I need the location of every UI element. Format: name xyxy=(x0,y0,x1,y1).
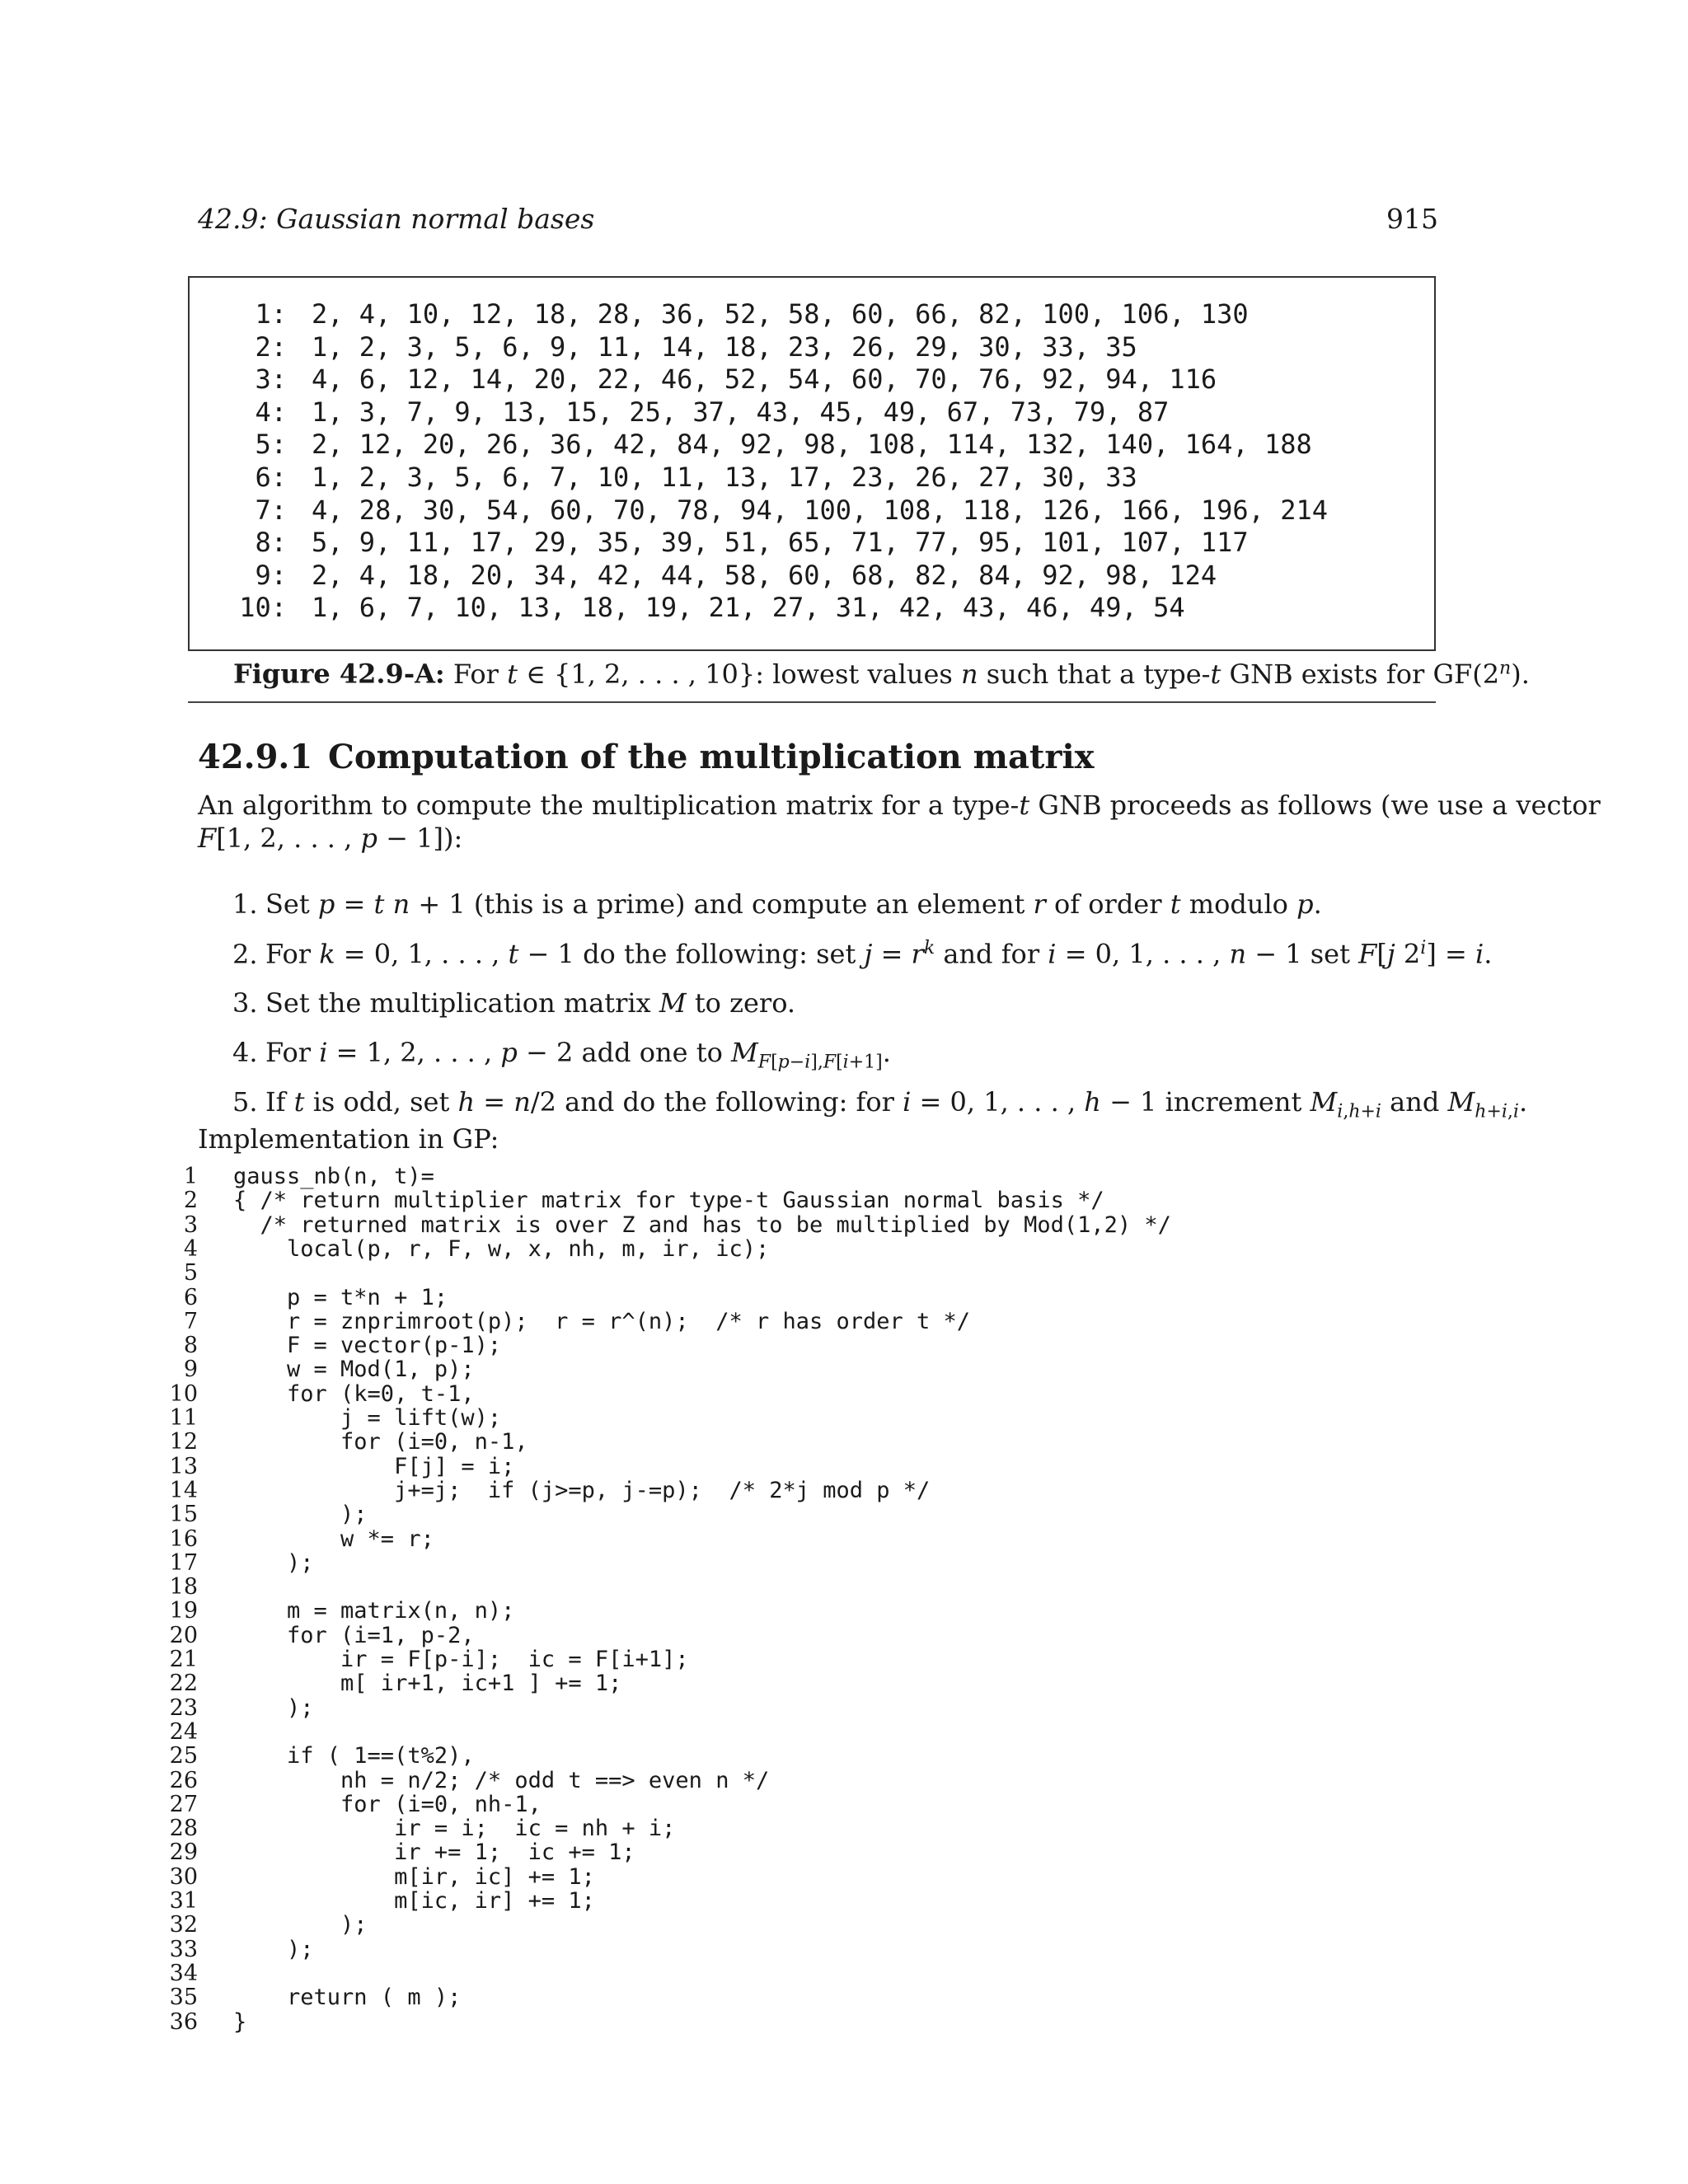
figure-row-values: 2, 4, 10, 12, 18, 28, 36, 52, 58, 60, 66, 82, 100, 106, 130 xyxy=(312,298,1249,330)
code-line-number: 34 xyxy=(169,1961,198,1986)
code-line-number: 21 xyxy=(169,1647,198,1672)
code-line: r = znprimroot(p); r = r^(n); /* r has order t */ xyxy=(233,1309,971,1334)
code-line-number: 24 xyxy=(169,1719,198,1745)
figure-caption-label: Figure 42.9-A: xyxy=(233,658,445,690)
algorithm-step-5: 5. If t is odd, set h = n/2 and do the following: for i = 0, 1, . . . , h − 1 increment $M_{i,h+i}$ and $M_{h+i,i}$. xyxy=(232,1086,1528,1122)
code-line-number: 26 xyxy=(169,1768,198,1793)
code-line-number: 35 xyxy=(169,1985,198,2010)
code-line-number: 9 xyxy=(183,1357,198,1382)
figure-row-index: 9: xyxy=(255,560,287,591)
code-line: F = vector(p-1); xyxy=(233,1333,502,1358)
code-line-number: 7 xyxy=(183,1309,198,1334)
code-line: ); xyxy=(233,1502,368,1527)
code-line-number: 3 xyxy=(183,1212,198,1238)
code-line-number: 32 xyxy=(169,1912,198,1938)
code-line: } xyxy=(233,2009,247,2035)
code-line: /* returned matrix is over Z and has to be multiplied by Mod(1,2) */ xyxy=(233,1212,1171,1238)
code-line-number: 1 xyxy=(183,1164,198,1189)
figure-row-index: 10: xyxy=(239,592,287,623)
code-line: ir += 1; ic += 1; xyxy=(233,1840,635,1865)
figure-row-index: 6: xyxy=(255,462,287,493)
code-line: ); xyxy=(233,1550,314,1576)
code-line: m[ ir+1, ic+1 ] += 1; xyxy=(233,1671,622,1696)
figure-row-values: 2, 12, 20, 26, 36, 42, 84, 92, 98, 108, 114, 132, 140, 164, 188 xyxy=(312,429,1312,460)
algorithm-step-3: 3. Set the multiplication matrix M to zero. xyxy=(232,987,796,1019)
code-line-number: 10 xyxy=(169,1381,198,1407)
code-line: w *= r; xyxy=(233,1526,434,1552)
figure-row-values: 5, 9, 11, 17, 29, 35, 39, 51, 65, 71, 77, 95, 101, 107, 117 xyxy=(312,527,1249,558)
code-line-number: 36 xyxy=(169,2009,198,2035)
code-line: m[ic, ir] += 1; xyxy=(233,1888,595,1914)
code-line-number: 22 xyxy=(169,1671,198,1696)
code-line: p = t*n + 1; xyxy=(233,1285,448,1310)
code-line: gauss_nb(n, t)= xyxy=(233,1164,434,1189)
code-line-number: 33 xyxy=(169,1937,198,1962)
figure-row-index: 7: xyxy=(255,494,287,526)
intro-line-2: F[1, 2, . . . , p − 1]): xyxy=(198,823,463,854)
intro-line-1: An algorithm to compute the multiplication matrix for a type-t GNB proceeds as follows (we use a vector xyxy=(198,790,1601,821)
figure-caption xyxy=(233,658,1530,690)
code-line: j+=j; if (j>=p, j-=p); /* 2*j mod p */ xyxy=(233,1478,931,1503)
code-line-number: 17 xyxy=(169,1550,198,1576)
figure-row-index: 1: xyxy=(255,298,287,330)
code-line: local(p, r, F, w, x, nh, m, ir, ic); xyxy=(233,1236,770,1262)
code-line: for (i=0, n-1, xyxy=(233,1429,528,1455)
code-line-number: 18 xyxy=(169,1574,198,1600)
code-line: m = matrix(n, n); xyxy=(233,1598,515,1624)
page-number: 915 xyxy=(1386,203,1438,235)
caption-divider xyxy=(188,701,1436,703)
code-line: ir = i; ic = nh + i; xyxy=(233,1816,676,1841)
figure-row-values: 1, 3, 7, 9, 13, 15, 25, 37, 43, 45, 49, 67, 73, 79, 87 xyxy=(312,396,1170,428)
figure-row-index: 3: xyxy=(255,363,287,395)
code-line-number: 23 xyxy=(169,1695,198,1721)
code-line: nh = n/2; /* odd t ==> even n */ xyxy=(233,1768,770,1793)
code-line-number: 15 xyxy=(169,1502,198,1527)
code-line: m[ir, ic] += 1; xyxy=(233,1864,595,1890)
code-line: ); xyxy=(233,1912,368,1938)
figure-row-values: 1, 2, 3, 5, 6, 9, 11, 14, 18, 23, 26, 29, 30, 33, 35 xyxy=(312,331,1137,363)
code-line-number: 29 xyxy=(169,1840,198,1865)
code-line-number: 6 xyxy=(183,1285,198,1310)
code-line: return ( m ); xyxy=(233,1985,462,2010)
code-line-number: 5 xyxy=(183,1260,198,1286)
code-line: { /* return multiplier matrix for type-t Gaussian normal basis */ xyxy=(233,1188,1104,1213)
code-line-number: 28 xyxy=(169,1816,198,1841)
code-line-number: 16 xyxy=(169,1526,198,1552)
code-line-number: 25 xyxy=(169,1743,198,1769)
figure-row-index: 8: xyxy=(255,527,287,558)
figure-row-index: 4: xyxy=(255,396,287,428)
code-line-number: 12 xyxy=(169,1429,198,1455)
figure-row-index: 5: xyxy=(255,429,287,460)
code-line: w = Mod(1, p); xyxy=(233,1357,475,1382)
code-line-number: 11 xyxy=(169,1405,198,1431)
algorithm-step-1: 1. Set p = t n + 1 (this is a prime) and compute an element r of order t modulo p. xyxy=(232,888,1322,920)
code-line: for (i=0, nh-1, xyxy=(233,1792,542,1817)
figure-row-index: 2: xyxy=(255,331,287,363)
code-line-number: 20 xyxy=(169,1623,198,1648)
code-line-number: 27 xyxy=(169,1792,198,1817)
algorithm-step-4: 4. For i = 1, 2, . . . , p − 2 add one to $M_{F[p-i],F[i+1]}$. xyxy=(232,1037,891,1073)
algorithm-step-2: 2. For k = 0, 1, . . . , t − 1 do the following: set $j = r^k$ and for i = 0, 1, . . . , n − 1 set F[j $2^i] = i$. xyxy=(232,938,1493,970)
running-head: 42.9: Gaussian normal bases xyxy=(198,203,595,235)
code-line-number: 14 xyxy=(169,1478,198,1503)
code-line: for (k=0, t-1, xyxy=(233,1381,475,1407)
code-line: ir = F[p-i]; ic = F[i+1]; xyxy=(233,1647,689,1672)
code-line-number: 31 xyxy=(169,1888,198,1914)
figure-caption-text: For t ∈ {1, 2, . . . , 10}: lowest values n such that a type-t GNB exists for GF(2$^n$). xyxy=(452,658,1530,690)
figure-row-values: 4, 6, 12, 14, 20, 22, 46, 52, 54, 60, 70, 76, 92, 94, 116 xyxy=(312,363,1217,395)
section-heading xyxy=(198,738,1095,776)
code-line: if ( 1==(t%2), xyxy=(233,1743,475,1769)
code-line: j = lift(w); xyxy=(233,1405,502,1431)
figure-row-values: 1, 2, 3, 5, 6, 7, 10, 11, 13, 17, 23, 26, 27, 30, 33 xyxy=(312,462,1137,493)
code-line: F[j] = i; xyxy=(233,1454,515,1479)
figure-row-values: 4, 28, 30, 54, 60, 70, 78, 94, 100, 108, 118, 126, 166, 196, 214 xyxy=(312,494,1328,526)
code-line-number: 19 xyxy=(169,1598,198,1624)
code-line-number: 13 xyxy=(169,1454,198,1479)
section-number: 42.9.1 xyxy=(198,738,313,776)
code-line-number: 30 xyxy=(169,1864,198,1890)
figure-row-values: 1, 6, 7, 10, 13, 18, 19, 21, 27, 31, 42, 43, 46, 49, 54 xyxy=(312,592,1185,623)
code-line: ); xyxy=(233,1695,314,1721)
code-line-number: 8 xyxy=(183,1333,198,1358)
code-line: ); xyxy=(233,1937,314,1962)
figure-row-values: 2, 4, 18, 20, 34, 42, 44, 58, 60, 68, 82, 84, 92, 98, 124 xyxy=(312,560,1217,591)
code-line: for (i=1, p-2, xyxy=(233,1623,475,1648)
code-line-number: 4 xyxy=(183,1236,198,1262)
section-title: Computation of the multiplication matrix xyxy=(328,738,1095,776)
implementation-label: Implementation in GP: xyxy=(198,1123,499,1155)
code-line-number: 2 xyxy=(183,1188,198,1213)
